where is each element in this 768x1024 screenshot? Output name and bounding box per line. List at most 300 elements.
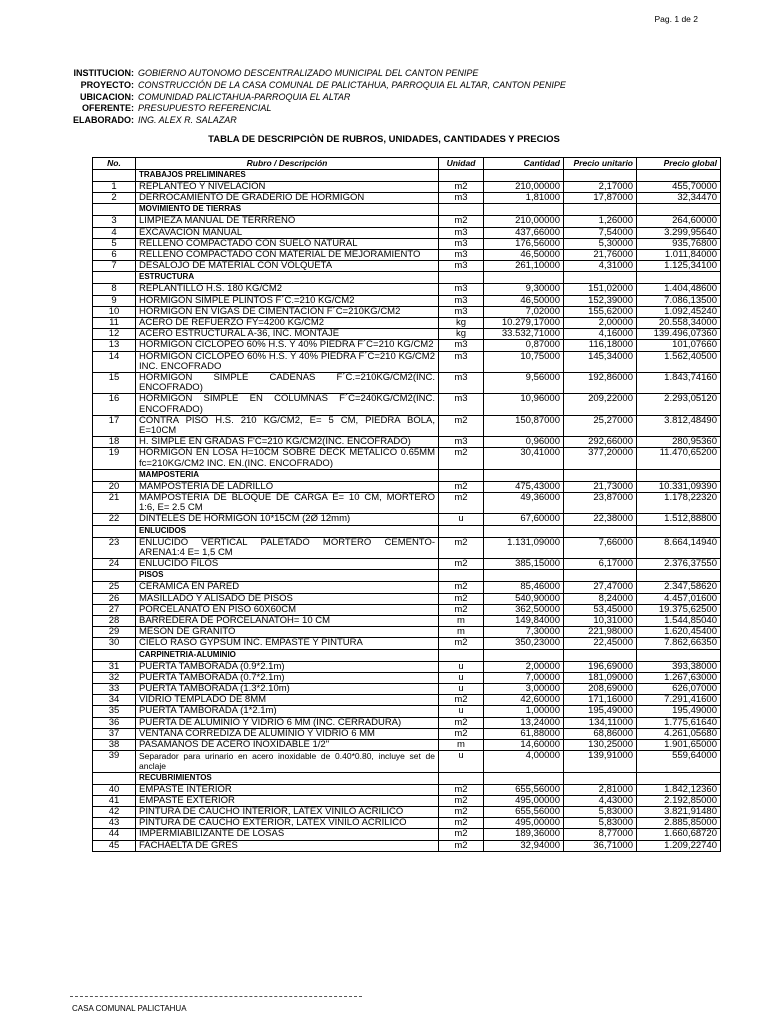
section-no-cell [93,272,136,284]
item-number: 22 [93,514,136,525]
item-unit-price: 116,18000 [564,340,637,351]
item-total-price: 1.901,65000 [637,739,721,750]
section-empty-cell [439,649,484,661]
col-header-unidad: Unidad [439,158,484,170]
item-number: 11 [93,318,136,329]
item-unit-price: 5,30000 [564,238,637,249]
header-field [70,103,566,115]
item-quantity: 261,10000 [484,261,564,272]
item-quantity: 10.279,17000 [484,318,564,329]
item-unit-price: 23,87000 [564,493,637,514]
item-total-price: 2.376,37550 [637,559,721,570]
item-description: PUERTA TAMBORADA (1.3*2.10m) [136,683,439,694]
section-empty-cell [484,272,564,284]
table-row [93,238,721,249]
item-quantity: 9,56000 [484,373,564,394]
footer-divider [70,996,362,997]
item-unit: m3 [439,238,484,249]
item-total-price: 2.885,85000 [637,818,721,829]
item-number: 32 [93,672,136,683]
item-unit-price: 208,69000 [564,683,637,694]
item-unit-price: 130,25000 [564,739,637,750]
item-number: 17 [93,415,136,436]
section-row [93,272,721,284]
item-number: 25 [93,582,136,593]
section-no-cell [93,570,136,582]
header-field-value: PRESUPUESTO REFERENCIAL [138,103,272,114]
item-description: ENLUCIDO VERTICAL PALETADO MORTERO CEMENTO-ARENA1:4 E= 1,5 CM [136,537,439,558]
table-header-row [93,158,721,170]
item-description: PASAMANOS DE ACERO INOXIDABLE 1/2" [136,739,439,750]
item-number: 39 [93,751,136,772]
item-unit-price: 2,00000 [564,318,637,329]
section-empty-cell [637,649,721,661]
item-total-price: 559,64000 [637,751,721,772]
item-quantity: 655,56000 [484,806,564,817]
item-unit: m3 [439,437,484,448]
item-total-price: 101,07660 [637,340,721,351]
table-row [93,739,721,750]
item-number: 24 [93,559,136,570]
item-total-price: 393,38000 [637,661,721,672]
item-unit: kg [439,318,484,329]
item-description: ACERO ESTRUCTURAL A-36, INC. MONTAJE [136,329,439,340]
item-unit: m [439,615,484,626]
section-empty-cell [564,170,637,182]
item-number: 8 [93,284,136,295]
table-row [93,284,721,295]
item-unit-price: 53,45000 [564,604,637,615]
item-description: MASILLADO Y ALISADO DE PISOS [136,593,439,604]
table-row [93,493,721,514]
item-total-price: 4.261,05680 [637,728,721,739]
item-total-price: 280,95360 [637,437,721,448]
item-total-price: 7.862,66350 [637,638,721,649]
table-row [93,394,721,415]
item-quantity: 7,02000 [484,306,564,317]
item-unit-price: 155,62000 [564,306,637,317]
item-description: PUERTA TAMBORADA (0.7*2.1m) [136,672,439,683]
item-total-price: 10.331,09390 [637,481,721,492]
item-total-price: 1.512,88800 [637,514,721,525]
item-number: 6 [93,250,136,261]
item-unit: m2 [439,481,484,492]
item-unit: u [439,683,484,694]
table-row [93,514,721,525]
item-total-price: 4.457,01600 [637,593,721,604]
document-header [70,68,566,127]
item-quantity: 2,00000 [484,661,564,672]
item-quantity: 540,90000 [484,593,564,604]
item-quantity: 85,46000 [484,582,564,593]
item-quantity: 495,00000 [484,795,564,806]
header-field-label: PROYECTO: [80,79,134,90]
item-unit: m3 [439,306,484,317]
item-number: 3 [93,216,136,227]
item-unit: m2 [439,728,484,739]
col-header-precio-global: Precio global [637,158,721,170]
section-empty-cell [564,204,637,216]
item-unit-price: 21,76000 [564,250,637,261]
item-number: 27 [93,604,136,615]
item-unit-price: 195,49000 [564,706,637,717]
item-unit: m2 [439,829,484,840]
table-row [93,806,721,817]
table-row [93,840,721,851]
item-unit: m2 [439,806,484,817]
item-quantity: 1.131,09000 [484,537,564,558]
item-unit: u [439,661,484,672]
item-quantity: 13,24000 [484,717,564,728]
col-header-precio-unitario: Precio unitario [564,158,637,170]
item-unit-price: 17,87000 [564,193,637,204]
table-row [93,672,721,683]
item-total-price: 1.267,63000 [637,672,721,683]
item-description: ACERO DE REFUERZO FY=4200 KG/CM2 [136,318,439,329]
item-description: FACHAELTA DE GRES [136,840,439,851]
table-row [93,227,721,238]
item-unit-price: 22,45000 [564,638,637,649]
table-row [93,706,721,717]
section-empty-cell [439,272,484,284]
item-quantity: 61,88000 [484,728,564,739]
section-empty-cell [439,570,484,582]
item-unit: m2 [439,537,484,558]
item-unit: m3 [439,250,484,261]
item-quantity: 495,00000 [484,818,564,829]
item-unit: m3 [439,340,484,351]
table-row [93,661,721,672]
section-empty-cell [484,649,564,661]
item-number: 35 [93,706,136,717]
item-total-price: 935,76800 [637,238,721,249]
item-number: 7 [93,261,136,272]
item-description: MESON DE GRANITO [136,627,439,638]
item-unit-price: 21,73000 [564,481,637,492]
item-total-price: 1.842,12360 [637,784,721,795]
item-description: HORMIGON SIMPLE PLINTOS F´C.=210 KG/CM2 [136,295,439,306]
item-quantity: 189,36000 [484,829,564,840]
table-row [93,582,721,593]
item-description: PUERTA TAMBORADA (1*2.1m) [136,706,439,717]
item-total-price: 8.664,14940 [637,537,721,558]
section-empty-cell [564,469,637,481]
table-row [93,627,721,638]
item-number: 9 [93,295,136,306]
item-unit: u [439,751,484,772]
item-description: PUERTA TAMBORADA (0.9*2.1m) [136,661,439,672]
item-quantity: 14,60000 [484,739,564,750]
table-row [93,784,721,795]
section-no-cell [93,772,136,784]
item-number: 5 [93,238,136,249]
item-unit: m2 [439,695,484,706]
item-description: HORMIGON CICLOPEO 60% H.S. Y 40% PIEDRA F´C=210 KG/CM2 INC. ENCOFRADO [136,351,439,372]
item-quantity: 1,81000 [484,193,564,204]
item-number: 40 [93,784,136,795]
item-quantity: 362,50000 [484,604,564,615]
item-unit-price: 68,86000 [564,728,637,739]
item-unit: m2 [439,717,484,728]
item-total-price: 1.178,22320 [637,493,721,514]
section-empty-cell [637,204,721,216]
section-empty-cell [484,772,564,784]
item-number: 10 [93,306,136,317]
item-total-price: 1.125,34100 [637,261,721,272]
item-total-price: 195,49000 [637,706,721,717]
item-description: EXCAVACION MANUAL [136,227,439,238]
item-unit-price: 22,38000 [564,514,637,525]
item-number: 26 [93,593,136,604]
item-number: 34 [93,695,136,706]
item-unit: m3 [439,351,484,372]
section-empty-cell [484,204,564,216]
item-description: HORMIGON SIMPLE CADENAS F´C.=210KG/CM2(INC. ENCOFRADO) [136,373,439,394]
item-description: BARREDERA DE PORCELANATOH= 10 CM [136,615,439,626]
header-field-value: GOBIERNO AUTONOMO DESCENTRALIZADO MUNICIPAL DEL CANTON PENIPE [138,68,479,78]
item-unit-price: 5,83000 [564,818,637,829]
table-row [93,448,721,469]
section-title: ESTRUCTURA [136,272,439,284]
section-title: ENLUCIDOS [136,525,439,537]
item-description: VENTANA CORREDIZA DE ALUMINIO Y VIDRIO 6 MM [136,728,439,739]
table-row [93,751,721,772]
item-quantity: 46,50000 [484,295,564,306]
item-quantity: 32,94000 [484,840,564,851]
item-quantity: 350,23000 [484,638,564,649]
table-row [93,182,721,193]
item-description: CONTRA PISO H.S. 210 KG/CM2, E= 5 CM, PIEDRA BOLA, E=10CM [136,415,439,436]
item-description: RELLENO COMPACTADO CON MATERIAL DE MEJORAMIENTO [136,250,439,261]
item-unit: u [439,514,484,525]
item-description: RELLENO COMPACTADO CON SUELO NATURAL [136,238,439,249]
item-unit-price: 25,27000 [564,415,637,436]
item-unit-price: 292,66000 [564,437,637,448]
item-quantity: 67,60000 [484,514,564,525]
item-unit: m2 [439,795,484,806]
item-unit-price: 4,16000 [564,329,637,340]
item-quantity: 9,30000 [484,284,564,295]
item-unit-price: 7,54000 [564,227,637,238]
header-field-value: CONSTRUCCIÓN DE LA CASA COMUNAL DE PALICTAHUA, PARROQUIA EL ALTAR, CANTON PENIPE [138,79,566,90]
section-empty-cell [637,772,721,784]
item-unit: m3 [439,261,484,272]
item-total-price: 2.293,05120 [637,394,721,415]
item-unit-price: 151,02000 [564,284,637,295]
item-number: 29 [93,627,136,638]
item-unit: m2 [439,593,484,604]
table-row [93,329,721,340]
table-row [93,295,721,306]
item-total-price: 1.843,74160 [637,373,721,394]
item-unit: m2 [439,840,484,851]
section-empty-cell [484,525,564,537]
item-description: PORCELANATO EN PISO 60X60CM [136,604,439,615]
item-quantity: 210,00000 [484,182,564,193]
item-number: 13 [93,340,136,351]
section-no-cell [93,204,136,216]
item-description: DINTELES DE HORMIGON 10*15CM (2Ø 12mm) [136,514,439,525]
section-empty-cell [484,170,564,182]
item-quantity: 437,66000 [484,227,564,238]
section-title: TRABAJOS PRELIMINARES [136,170,439,182]
item-unit: m [439,627,484,638]
item-quantity: 0,96000 [484,437,564,448]
item-unit-price: 181,09000 [564,672,637,683]
section-title: PISOS [136,570,439,582]
item-unit: m2 [439,559,484,570]
item-unit-price: 145,34000 [564,351,637,372]
item-description: PINTURA DE CAUCHO INTERIOR, LATEX VINILO ACRILICO [136,806,439,817]
table-row [93,373,721,394]
section-row [93,525,721,537]
item-unit-price: 2,17000 [564,182,637,193]
section-empty-cell [564,649,637,661]
item-unit: m3 [439,373,484,394]
section-no-cell [93,649,136,661]
item-total-price: 139.496,07360 [637,329,721,340]
item-total-price: 1.775,61640 [637,717,721,728]
item-unit-price: 196,69000 [564,661,637,672]
item-unit-price: 27,47000 [564,582,637,593]
item-description: HORMIGON SIMPLE EN COLUMNAS F´C=240KG/CM2(INC. ENCOFRADO) [136,394,439,415]
table-row [93,593,721,604]
item-quantity: 49,36000 [484,493,564,514]
item-unit-price: 221,98000 [564,627,637,638]
item-unit-price: 4,43000 [564,795,637,806]
item-quantity: 0,87000 [484,340,564,351]
item-quantity: 1,00000 [484,706,564,717]
header-field [70,115,566,127]
item-unit-price: 1,26000 [564,216,637,227]
table-row [93,415,721,436]
item-quantity: 30,41000 [484,448,564,469]
item-description: EMPASTE INTERIOR [136,784,439,795]
item-description: LIMPIEZA MANUAL DE TERRRENO [136,216,439,227]
item-number: 16 [93,394,136,415]
item-total-price: 3.299,95640 [637,227,721,238]
item-unit-price: 2,81000 [564,784,637,795]
section-empty-cell [637,272,721,284]
section-empty-cell [439,469,484,481]
item-number: 4 [93,227,136,238]
col-header-no: No. [93,158,136,170]
header-field [70,92,566,104]
item-description: REPLANTEO Y NIVELACION [136,182,439,193]
item-number: 14 [93,351,136,372]
section-empty-cell [484,469,564,481]
item-number: 37 [93,728,136,739]
item-unit: m2 [439,582,484,593]
table-row [93,306,721,317]
item-unit: m2 [439,216,484,227]
item-total-price: 3.821,91480 [637,806,721,817]
item-total-price: 2.347,58620 [637,582,721,593]
item-total-price: 1.660,68720 [637,829,721,840]
item-description: VIDRIO TEMPLADO DE 8MM [136,695,439,706]
header-field-label: INSTITUCION: [73,68,134,78]
item-total-price: 3.812,48490 [637,415,721,436]
table-row [93,437,721,448]
table-row [93,717,721,728]
section-empty-cell [439,772,484,784]
table-row [93,604,721,615]
item-unit-price: 171,16000 [564,695,637,706]
item-unit-price: 192,86000 [564,373,637,394]
table-row [93,683,721,694]
header-field [70,80,566,92]
item-unit: m2 [439,448,484,469]
table-row [93,351,721,372]
item-description: MAMPOSTERIA DE BLOQUE DE CARGA E= 10 CM, MORTERO 1:6, E= 2.5 CM [136,493,439,514]
page-number: Pag. 1 de 2 [654,14,698,24]
item-number: 12 [93,329,136,340]
item-total-price: 11.470,65200 [637,448,721,469]
item-number: 31 [93,661,136,672]
table-row [93,829,721,840]
section-title: MOVIMIENTO DE TIERRAS [136,204,439,216]
item-unit-price: 4,31000 [564,261,637,272]
item-number: 28 [93,615,136,626]
item-description: HORMIGON EN LOSA H=10CM SOBRE DECK METALICO 0.65MM fc=210KG/CM2 INC. EN.(INC. ENCOFRADO) [136,448,439,469]
item-number: 41 [93,795,136,806]
section-row [93,170,721,182]
item-unit: u [439,706,484,717]
item-quantity: 4,00000 [484,751,564,772]
table-row [93,795,721,806]
item-description: IMPERMIABILIZANTE DE LOSAS [136,829,439,840]
item-number: 21 [93,493,136,514]
item-unit-price: 36,71000 [564,840,637,851]
item-number: 42 [93,806,136,817]
item-total-price: 1.620,45400 [637,627,721,638]
section-title: RECUBRIMIENTOS [136,772,439,784]
section-row [93,469,721,481]
item-total-price: 2.192,85000 [637,795,721,806]
section-row [93,772,721,784]
table-row [93,481,721,492]
table-row [93,250,721,261]
item-unit: m3 [439,227,484,238]
header-field-value: ING. ALEX R. SALAZAR [138,115,237,126]
footer-text: CASA COMUNAL PALICTAHUA [72,1004,187,1013]
item-number: 36 [93,717,136,728]
item-quantity: 7,30000 [484,627,564,638]
item-quantity: 149,84000 [484,615,564,626]
item-number: 44 [93,829,136,840]
item-unit: m3 [439,295,484,306]
item-quantity: 33.532,71000 [484,329,564,340]
item-number: 19 [93,448,136,469]
section-row [93,570,721,582]
section-empty-cell [439,170,484,182]
item-description: CIELO RASO GYPSUM INC. EMPASTE Y PINTURA [136,638,439,649]
item-number: 45 [93,840,136,851]
item-unit-price: 7,66000 [564,537,637,558]
table-row [93,261,721,272]
item-number: 43 [93,818,136,829]
item-description: PINTURA DE CAUCHO EXTERIOR, LATEX VINILO ACRILICO [136,818,439,829]
item-quantity: 7,00000 [484,672,564,683]
section-empty-cell [564,570,637,582]
table-row [93,318,721,329]
items-table [92,157,721,852]
section-empty-cell [564,772,637,784]
table-row [93,695,721,706]
item-unit-price: 10,31000 [564,615,637,626]
section-no-cell [93,170,136,182]
item-total-price: 1.092,45240 [637,306,721,317]
